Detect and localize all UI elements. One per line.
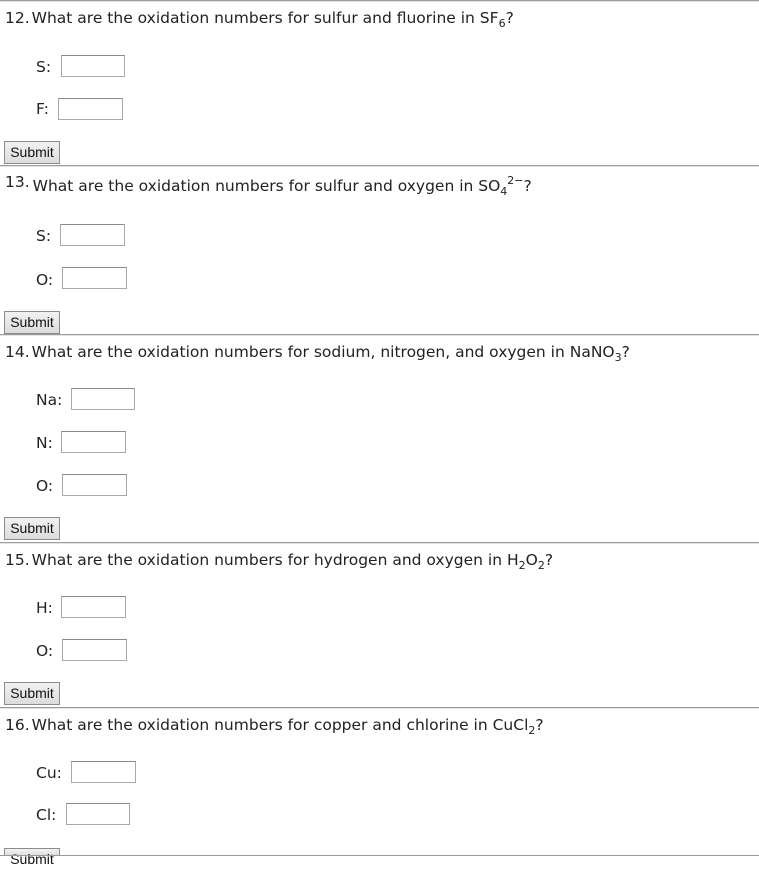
submit-button[interactable]: Submit	[4, 682, 60, 705]
submit-button[interactable]: Submit	[4, 311, 60, 334]
answer-input-s[interactable]	[60, 224, 125, 246]
field-label-s: S:	[36, 58, 52, 76]
question-13	[0, 165, 759, 335]
question-number: 13.	[5, 173, 30, 191]
question-16	[0, 707, 759, 867]
question-prompt	[5, 715, 544, 735]
answer-input-h[interactable]	[61, 596, 126, 618]
answer-input-o[interactable]	[62, 267, 127, 289]
question-12	[0, 0, 759, 166]
answer-input-cl[interactable]	[66, 803, 130, 825]
question-14	[0, 334, 759, 543]
question-prompt	[5, 550, 553, 570]
field-label-o: O:	[36, 271, 54, 289]
question-number: 16.	[5, 716, 30, 734]
field-label-h: H:	[36, 599, 53, 617]
question-text: What are the oxidation numbers for hydrogen and oxygen in $H_2O_2$?	[31, 551, 554, 572]
question-number: 12.	[5, 9, 30, 27]
question-text: What are the oxidation numbers for sulfur and oxygen in $SO_4^{2-}$?	[32, 174, 532, 198]
field-label-s: S:	[36, 227, 52, 245]
field-label-na: Na:	[36, 391, 63, 409]
question-prompt	[5, 342, 630, 362]
field-label-cl: Cl:	[36, 806, 57, 824]
field-label-n: N:	[36, 434, 53, 452]
answer-input-f[interactable]	[58, 98, 123, 120]
question-prompt	[5, 173, 532, 198]
question-text: What are the oxidation numbers for sodium, nitrogen, and oxygen in NaNO$_3$?	[31, 343, 630, 364]
field-label-o: O:	[36, 642, 54, 660]
field-label-cu: Cu:	[36, 764, 62, 782]
question-text: What are the oxidation numbers for sulfur and fluorine in $SF_6$?	[31, 9, 514, 30]
page-bottom-divider	[0, 855, 759, 856]
submit-button[interactable]: Submit	[4, 848, 60, 856]
submit-button[interactable]: Submit	[4, 141, 60, 164]
answer-input-n[interactable]	[61, 431, 126, 453]
question-number: 15.	[5, 551, 30, 569]
submit-button[interactable]: Submit	[4, 517, 60, 540]
answer-input-o[interactable]	[62, 474, 127, 496]
field-label-f: F:	[36, 100, 49, 118]
question-number: 14.	[5, 343, 30, 361]
answer-input-s[interactable]	[61, 55, 125, 77]
answer-input-o[interactable]	[62, 639, 127, 661]
answer-input-cu[interactable]	[71, 761, 136, 783]
answer-input-na[interactable]	[71, 388, 135, 410]
field-label-o: O:	[36, 477, 54, 495]
question-prompt	[5, 8, 514, 28]
question-15	[0, 542, 759, 708]
question-text: What are the oxidation numbers for copper and chlorine in CuCl$_2$?	[31, 716, 544, 737]
